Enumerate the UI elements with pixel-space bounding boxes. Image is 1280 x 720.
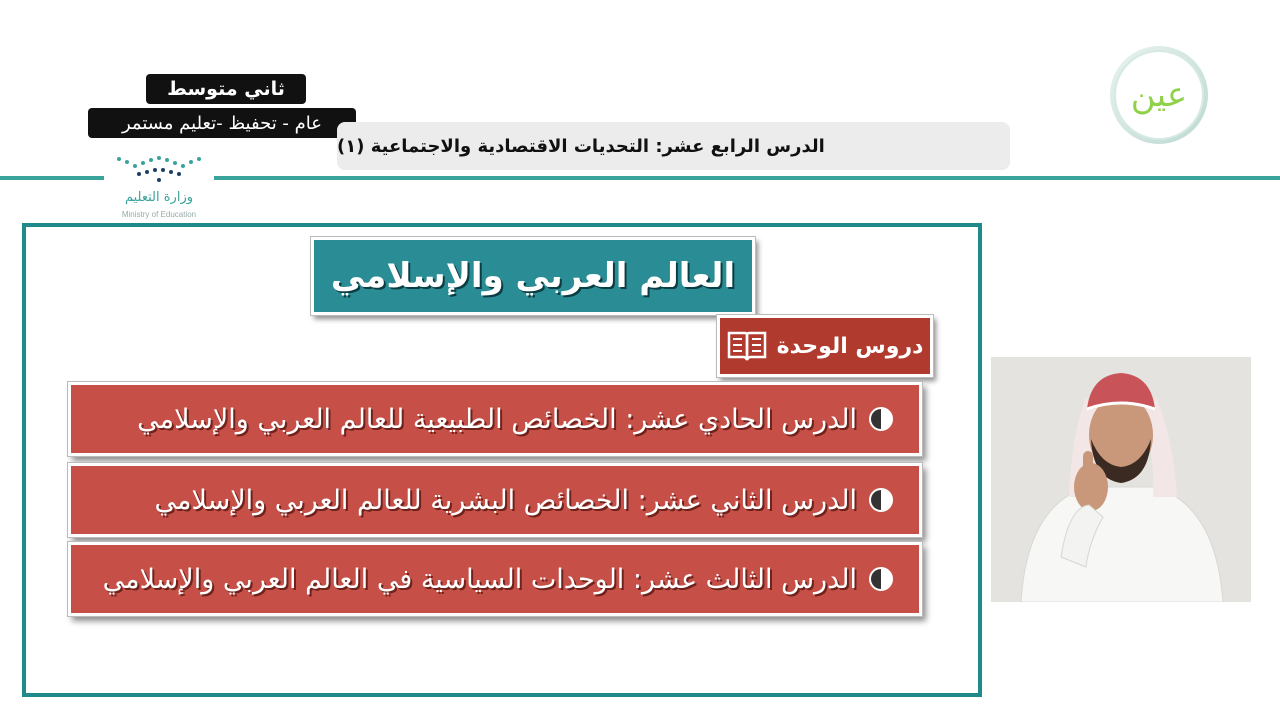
unit-lessons-tag bbox=[717, 315, 933, 377]
ein-logo-icon bbox=[1108, 44, 1210, 146]
ministry-name-en: Ministry of Education bbox=[121, 210, 197, 219]
unit-lessons-label: دروس الوحدة bbox=[776, 333, 924, 359]
lesson-11-label: الدرس الحادي عشر: الخصائص الطبيعية للعالم العربي والإسلامي bbox=[137, 403, 857, 435]
ministry-dots-icon bbox=[104, 150, 214, 190]
track-label: عام - تحفيظ -تعليم مستمر bbox=[88, 108, 356, 138]
lesson-card-13 bbox=[68, 542, 922, 616]
lesson-card-12 bbox=[68, 463, 922, 537]
sign-language-interpreter-video bbox=[991, 357, 1251, 602]
book-icon bbox=[727, 329, 767, 363]
ministry-logo bbox=[104, 150, 214, 222]
ein-logo-text: عين bbox=[1130, 75, 1188, 115]
interpreter-figure bbox=[991, 357, 1251, 602]
half-circle-bullet-icon bbox=[869, 407, 893, 431]
half-circle-bullet-icon bbox=[869, 567, 893, 591]
unit-title: العالم العربي والإسلامي bbox=[311, 237, 755, 315]
ein-channel-logo bbox=[1108, 44, 1210, 146]
lesson-card-11 bbox=[68, 382, 922, 456]
half-circle-bullet-icon bbox=[869, 488, 893, 512]
lesson-13-label: الدرس الثالث عشر: الوحدات السياسية في العالم العربي والإسلامي bbox=[102, 563, 857, 595]
lesson-title: الدرس الرابع عشر: التحديات الاقتصادية والاجتماعية (١) bbox=[337, 135, 825, 157]
slide-frame bbox=[22, 223, 982, 697]
ministry-name-ar: وزارة التعليم bbox=[124, 190, 194, 205]
lesson-12-label: الدرس الثاني عشر: الخصائص البشرية للعالم العربي والإسلامي bbox=[154, 484, 857, 516]
lesson-title-bar bbox=[337, 122, 1010, 170]
grade-label: ثاني متوسط bbox=[146, 74, 306, 104]
